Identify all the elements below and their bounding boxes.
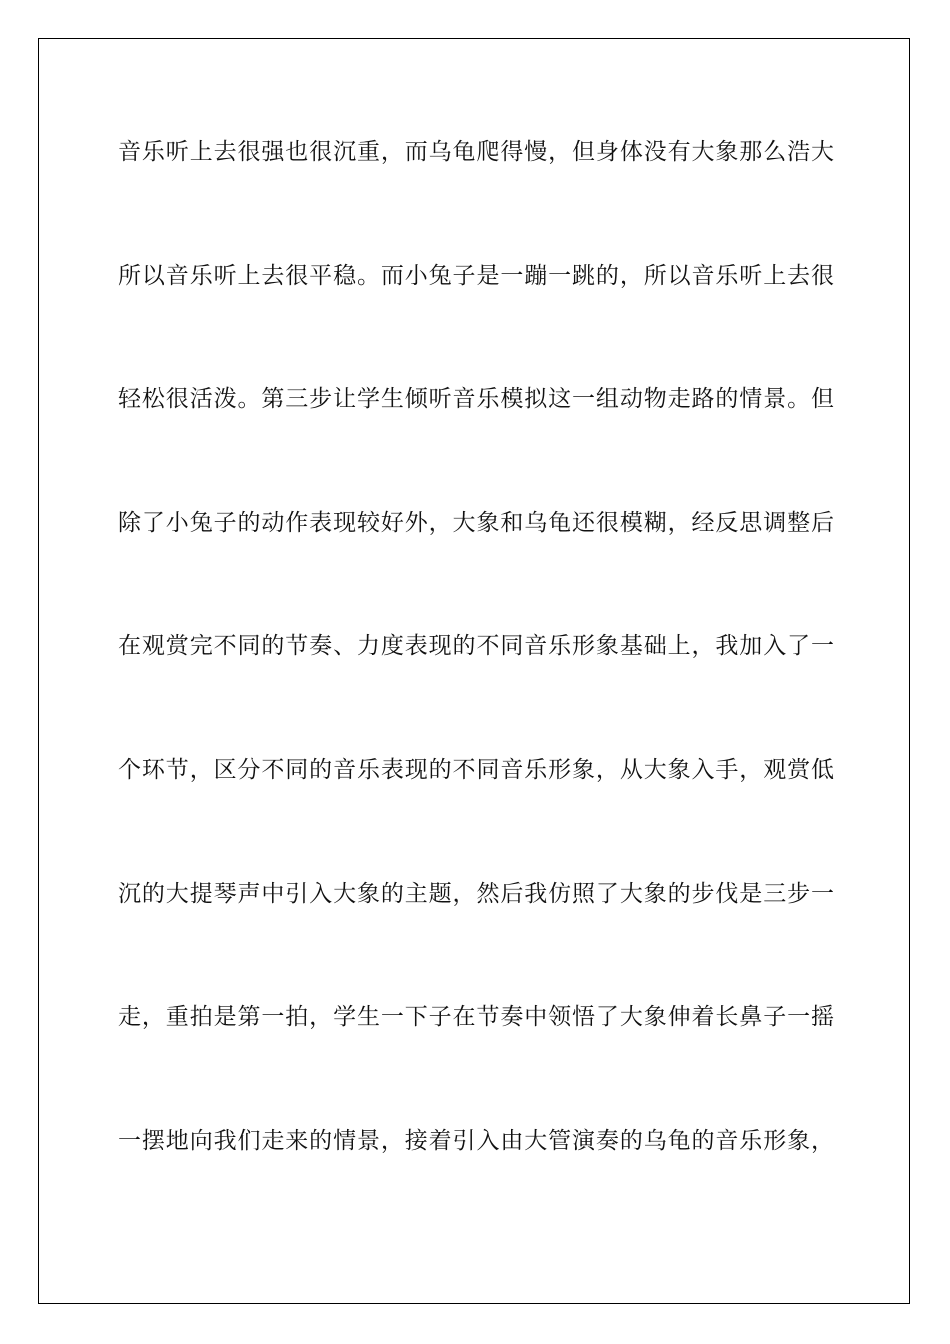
text-line: 轻松很活泼。第三步让学生倾听音乐模拟这一组动物走路的情景。但	[118, 386, 834, 412]
page-frame	[38, 38, 910, 1304]
text-line: 走，重拍是第一拍，学生一下子在节奏中领悟了大象伸着长鼻子一摇	[118, 1004, 834, 1030]
text-line: 个环节，区分不同的音乐表现的不同音乐形象，从大象入手，观赏低	[118, 757, 834, 783]
text-line: 沉的大提琴声中引入大象的主题，然后我仿照了大象的步伐是三步一	[118, 881, 834, 907]
text-line: 音乐听上去很强也很沉重，而乌龟爬得慢，但身体没有大象那么浩大	[118, 139, 834, 165]
text-line: 除了小兔子的动作表现较好外，大象和乌龟还很模糊，经反思调整后	[118, 510, 834, 536]
text-line: 所以音乐听上去很平稳。而小兔子是一蹦一跳的，所以音乐听上去很	[118, 263, 834, 289]
text-line: 在观赏完不同的节奏、力度表现的不同音乐形象基础上，我加入了一	[118, 633, 834, 659]
text-line: 一摆地向我们走来的情景，接着引入由大管演奏的乌龟的音乐形象，	[118, 1128, 834, 1154]
